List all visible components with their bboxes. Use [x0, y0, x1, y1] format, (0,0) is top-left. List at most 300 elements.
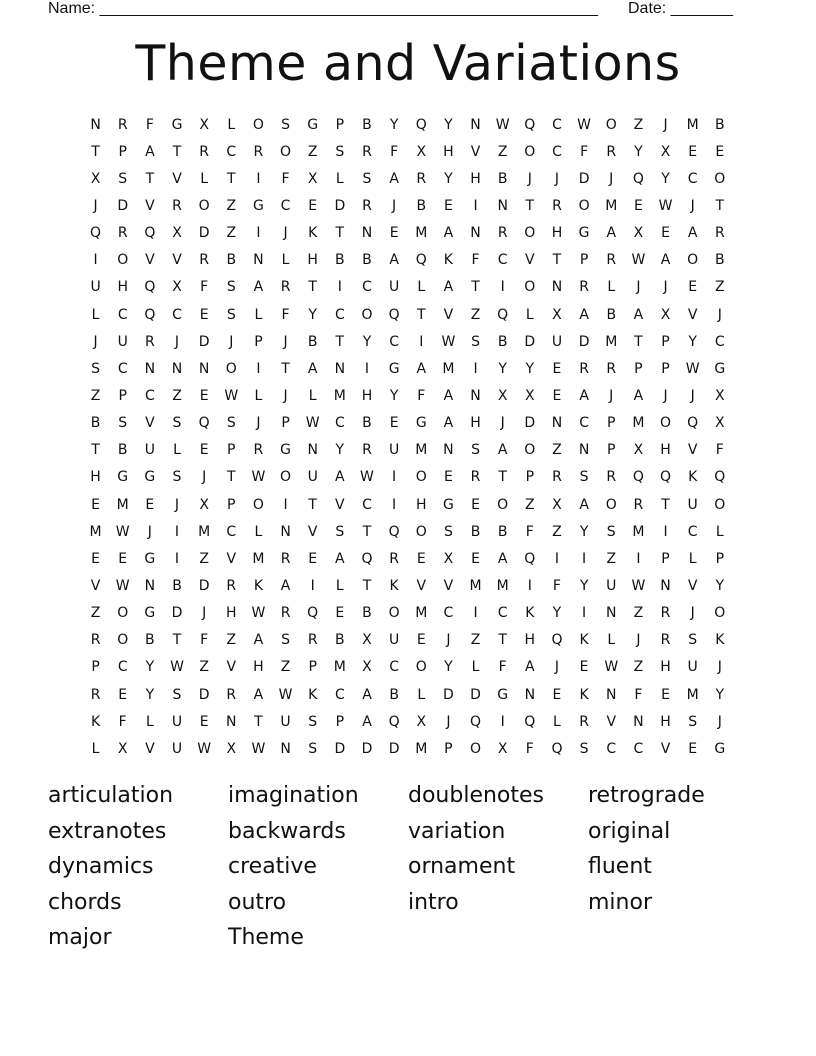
grid-letter: C [552, 116, 562, 133]
grid-letter: Y [308, 306, 317, 323]
grid-letter: J [609, 170, 614, 187]
grid-letter: J [174, 496, 180, 513]
grid-letter: B [90, 415, 101, 432]
grid-row [82, 165, 734, 192]
grid-letter: E [199, 442, 209, 459]
grid-letter: G [144, 550, 156, 567]
grid-letter: Q [388, 306, 400, 323]
word-bank-item: major [48, 925, 112, 950]
grid-letter: O [252, 496, 264, 513]
grid-letter: L [200, 170, 209, 187]
grid-letter: J [202, 469, 207, 486]
grid-letter: Y [579, 523, 589, 540]
grid-letter: B [226, 252, 237, 269]
grid-letter: E [308, 197, 318, 214]
grid-letter: L [417, 279, 426, 296]
grid-letter: K [389, 577, 399, 594]
grid-letter: Y [335, 442, 345, 459]
grid-letter: P [634, 360, 643, 377]
grid-letter: A [389, 170, 399, 187]
grid-letter: N [198, 360, 210, 377]
grid-letter: G [415, 415, 427, 432]
grid-letter: O [117, 252, 129, 269]
grid-letter: X [633, 442, 644, 459]
grid-letter: X [90, 170, 101, 187]
grid-letter: Q [90, 225, 102, 242]
grid-letter: J [147, 523, 152, 540]
grid-letter: H [307, 252, 318, 269]
grid-letter: Z [715, 279, 725, 296]
grid-letter: R [606, 469, 617, 486]
grid-letter: K [688, 469, 698, 486]
grid-letter: R [552, 197, 562, 214]
grid-letter: N [361, 225, 373, 242]
grid-letter: T [226, 170, 236, 187]
grid-letter: Y [579, 577, 589, 594]
grid-letter: O [578, 197, 590, 214]
grid-letter: C [362, 279, 372, 296]
grid-letter: J [609, 387, 614, 404]
grid-letter: S [335, 143, 345, 160]
grid-letter: C [606, 740, 617, 757]
grid-letter: V [687, 306, 698, 323]
grid-row [82, 518, 734, 545]
grid-letter: S [91, 360, 101, 377]
grid-letter: O [225, 360, 237, 377]
grid-letter: C [117, 306, 128, 323]
grid-letter: T [471, 279, 480, 296]
grid-letter: I [93, 252, 98, 269]
grid-letter: T [416, 306, 426, 323]
grid-letter: O [605, 116, 617, 133]
grid-letter: H [470, 415, 481, 432]
grid-row [82, 274, 734, 301]
grid-letter: Z [90, 387, 101, 404]
grid-letter: A [362, 686, 372, 703]
grid-letter: I [364, 360, 370, 377]
grid-letter: L [173, 442, 181, 459]
grid-letter: Z [633, 116, 644, 133]
grid-letter: X [660, 143, 671, 160]
grid-letter: L [308, 387, 317, 404]
grid-letter: N [606, 605, 617, 622]
grid-letter: U [171, 713, 183, 730]
grid-letter: D [388, 740, 400, 757]
grid-letter: U [90, 279, 101, 296]
grid-letter: K [253, 577, 263, 594]
grid-letter: V [687, 442, 698, 459]
grid-letter: Q [361, 550, 373, 567]
grid-letter: I [473, 360, 478, 377]
grid-letter: G [442, 496, 454, 513]
grid-letter: Z [226, 197, 237, 214]
grid-letter: H [443, 143, 454, 160]
grid-letter: P [661, 550, 670, 567]
grid-letter: F [525, 523, 534, 540]
grid-letter: S [579, 469, 589, 486]
grid-letter: C [362, 496, 372, 513]
grid-row [82, 545, 734, 572]
grid-letter: N [171, 360, 183, 377]
grid-letter: X [226, 740, 237, 757]
grid-letter: E [579, 659, 589, 676]
grid-letter: I [582, 550, 587, 567]
word-bank-item: chords [48, 889, 122, 915]
grid-letter: D [578, 170, 590, 187]
grid-letter: W [360, 469, 374, 486]
grid-letter: L [607, 279, 616, 296]
grid-letter: M [415, 442, 428, 459]
grid-letter: J [229, 333, 234, 350]
grid-letter: Q [144, 306, 156, 323]
grid-letter: Q [388, 713, 400, 730]
grid-letter: D [198, 577, 210, 594]
grid-letter: A [497, 442, 508, 459]
grid-letter: C [552, 143, 562, 160]
grid-letter: N [578, 442, 590, 459]
grid-letter: I [636, 550, 641, 567]
grid-letter: M [686, 686, 699, 703]
grid-letter: S [308, 713, 318, 730]
grid-letter: Y [389, 116, 399, 133]
grid-letter: B [307, 333, 318, 350]
grid-letter: W [305, 415, 320, 432]
grid-letter: R [606, 360, 617, 377]
grid-letter: U [117, 333, 128, 350]
grid-letter: C [389, 333, 399, 350]
grid-letter: E [443, 197, 453, 214]
grid-letter: N [90, 116, 101, 133]
grid-letter: S [688, 713, 698, 730]
grid-letter: W [224, 387, 239, 404]
grid-letter: M [605, 197, 618, 214]
grid-letter: R [606, 143, 617, 160]
grid-letter: B [715, 116, 725, 133]
grid-letter: E [389, 225, 399, 242]
grid-letter: J [663, 279, 668, 296]
grid-letter: D [443, 686, 454, 703]
grid-letter: Q [415, 116, 427, 133]
grid-letter: P [308, 659, 317, 676]
grid-letter: E [199, 713, 209, 730]
grid-letter: Q [470, 713, 482, 730]
grid-letter: E [389, 415, 399, 432]
grid-letter: Q [524, 713, 536, 730]
grid-letter: W [115, 523, 130, 540]
grid-letter: U [388, 279, 400, 296]
grid-letter: L [525, 306, 534, 323]
grid-letter: T [172, 632, 182, 649]
grid-letter: K [525, 605, 535, 622]
grid-letter: O [361, 306, 373, 323]
grid-letter: F [580, 143, 589, 160]
name-field-label: Name: ________________________________________________________ [48, 0, 598, 17]
grid-letter: R [253, 143, 264, 160]
grid-letter: I [174, 550, 180, 567]
grid-letter: E [661, 225, 670, 242]
grid-letter: O [280, 143, 292, 160]
grid-letter: W [631, 577, 646, 594]
grid-letter: Z [199, 659, 209, 676]
grid-letter: M [632, 415, 645, 432]
grid-letter: S [281, 632, 290, 649]
grid-letter: T [335, 333, 345, 350]
grid-letter: V [606, 713, 617, 730]
grid-letter: E [688, 279, 698, 296]
grid-letter: R [497, 225, 508, 242]
grid-letter: A [687, 225, 698, 242]
grid-letter: B [335, 252, 345, 269]
grid-letter: Q [144, 225, 156, 242]
grid-letter: M [252, 550, 265, 567]
grid-letter: V [660, 740, 671, 757]
grid-letter: Y [715, 686, 725, 703]
grid-letter: C [443, 605, 454, 622]
grid-letter: K [443, 252, 453, 269]
grid-letter: G [144, 605, 156, 622]
grid-letter: K [579, 632, 589, 649]
grid-letter: B [497, 170, 508, 187]
grid-letter: E [552, 387, 562, 404]
grid-letter: N [443, 442, 454, 459]
grid-letter: S [579, 740, 589, 757]
grid-letter: A [443, 415, 454, 432]
grid-letter: T [525, 197, 535, 214]
word-search-grid [82, 111, 734, 762]
grid-letter: A [579, 496, 589, 513]
grid-letter: L [281, 252, 290, 269]
grid-letter: Q [198, 415, 210, 432]
grid-letter: O [687, 252, 699, 269]
grid-letter: L [91, 740, 100, 757]
grid-letter: V [443, 306, 454, 323]
grid-letter: X [497, 387, 508, 404]
grid-letter: S [226, 306, 236, 323]
grid-letter: O [415, 659, 427, 676]
grid-letter: L [254, 523, 263, 540]
grid-letter: P [91, 659, 100, 676]
grid-letter: V [145, 252, 155, 269]
grid-letter: Q [660, 469, 672, 486]
grid-letter: J [392, 197, 397, 214]
grid-letter: G [497, 686, 509, 703]
grid-letter: J [93, 197, 98, 214]
grid-row [82, 491, 734, 518]
grid-letter: U [144, 442, 155, 459]
grid-letter: S [471, 333, 480, 350]
grid-letter: J [717, 306, 722, 323]
grid-letter: O [388, 605, 400, 622]
grid-letter: W [197, 740, 212, 757]
grid-letter: C [334, 686, 345, 703]
grid-letter: B [715, 252, 725, 269]
grid-letter: Q [388, 523, 400, 540]
grid-letter: G [117, 469, 129, 486]
grid-letter: A [443, 279, 454, 296]
grid-letter: K [579, 686, 589, 703]
grid-letter: J [446, 713, 451, 730]
grid-letter: N [144, 577, 156, 594]
grid-letter: X [443, 550, 454, 567]
grid-letter: P [715, 550, 725, 567]
grid-letter: T [552, 252, 562, 269]
grid-letter: R [606, 252, 617, 269]
grid-letter: Q [524, 116, 536, 133]
grid-letter: R [660, 632, 671, 649]
grid-letter: E [443, 469, 453, 486]
grid-letter: A [416, 360, 427, 377]
grid-letter: R [90, 632, 101, 649]
grid-letter: W [251, 605, 266, 622]
grid-letter: R [714, 225, 725, 242]
grid-letter: N [307, 442, 318, 459]
grid-letter: T [91, 143, 100, 160]
grid-letter: N [280, 740, 291, 757]
grid-letter: X [172, 225, 182, 242]
grid-letter: B [145, 632, 155, 649]
grid-letter: J [690, 197, 695, 214]
grid-letter: T [226, 469, 236, 486]
grid-letter: A [525, 659, 535, 676]
grid-letter: J [283, 333, 288, 350]
word-bank-item: outro [228, 889, 287, 915]
grid-letter: P [335, 116, 345, 133]
grid-letter: W [685, 360, 700, 377]
word-bank-item: imagination [228, 783, 359, 808]
grid-letter: H [660, 713, 671, 730]
word-bank-item: creative [228, 854, 317, 879]
grid-letter: F [715, 442, 724, 459]
grid-letter: Z [552, 523, 562, 540]
grid-letter: M [469, 577, 482, 594]
grid-letter: O [252, 116, 264, 133]
grid-letter: Y [525, 360, 535, 377]
grid-letter: R [117, 225, 128, 242]
grid-letter: A [145, 143, 155, 160]
grid-letter: Y [552, 605, 562, 622]
grid-letter: D [361, 740, 373, 757]
grid-letter: C [714, 333, 725, 350]
grid-letter: O [117, 605, 129, 622]
grid-letter: T [634, 333, 643, 350]
grid-letter: L [471, 659, 480, 676]
grid-letter: H [117, 279, 128, 296]
grid-letter: Z [497, 143, 508, 160]
grid-letter: R [416, 170, 427, 187]
grid-letter: N [497, 197, 508, 214]
grid-letter: Q [714, 469, 726, 486]
grid-letter: M [89, 523, 102, 540]
grid-letter: L [227, 116, 236, 133]
grid-letter: F [281, 170, 290, 187]
grid-letter: R [117, 116, 128, 133]
grid-letter: O [415, 523, 427, 540]
grid-letter: U [687, 659, 698, 676]
grid-letter: I [392, 496, 397, 513]
grid-letter: V [172, 252, 182, 269]
grid-letter: Z [307, 143, 318, 160]
grid-letter: T [335, 225, 345, 242]
grid-letter: Q [687, 415, 699, 432]
grid-letter: I [392, 469, 397, 486]
grid-letter: R [199, 143, 209, 160]
grid-letter: J [93, 333, 98, 350]
grid-letter: X [362, 632, 372, 649]
grid-letter: X [416, 713, 427, 730]
grid-letter: D [117, 197, 129, 214]
grid-letter: X [525, 387, 535, 404]
grid-letter: N [470, 225, 481, 242]
grid-letter: F [498, 659, 507, 676]
grid-letter: T [498, 632, 507, 649]
grid-letter: S [172, 415, 182, 432]
grid-letter: T [362, 523, 372, 540]
word-bank-item: retrograde [588, 783, 705, 808]
word-bank-item: articulation [48, 783, 174, 808]
grid-letter: B [362, 605, 372, 622]
grid-letter: I [554, 550, 560, 567]
grid-letter: M [605, 333, 618, 350]
grid-letter: E [416, 550, 426, 567]
grid-letter: S [308, 740, 318, 757]
grid-letter: Q [524, 550, 536, 567]
grid-letter: L [715, 523, 724, 540]
grid-letter: J [717, 659, 722, 676]
grid-letter: J [636, 632, 641, 649]
grid-letter: S [471, 442, 480, 459]
grid-letter: B [389, 686, 399, 703]
grid-letter: I [283, 496, 288, 513]
grid-letter: V [226, 550, 237, 567]
grid-letter: R [389, 550, 399, 567]
grid-letter: M [415, 740, 428, 757]
grid-letter: R [280, 279, 291, 296]
grid-letter: B [117, 442, 128, 459]
grid-row [82, 708, 734, 735]
grid-letter: X [307, 170, 318, 187]
grid-row [82, 301, 734, 328]
grid-letter: R [90, 686, 101, 703]
grid-letter: L [688, 550, 697, 567]
grid-letter: W [631, 252, 646, 269]
grid-letter: F [634, 686, 643, 703]
grid-letter: A [253, 279, 264, 296]
grid-letter: N [226, 713, 237, 730]
grid-letter: J [446, 632, 451, 649]
grid-letter: O [714, 496, 726, 513]
grid-letter: M [198, 523, 211, 540]
grid-letter: N [524, 686, 536, 703]
page-title: Theme and Variations [135, 35, 681, 92]
grid-letter: T [498, 469, 507, 486]
grid-letter: V [172, 170, 182, 187]
grid-letter: Z [633, 605, 644, 622]
grid-letter: J [283, 225, 288, 242]
grid-letter: I [473, 197, 478, 214]
word-bank-item: intro [408, 889, 459, 915]
grid-letter: D [198, 225, 210, 242]
grid-letter: P [444, 740, 453, 757]
grid-letter: V [525, 252, 535, 269]
grid-letter: R [280, 605, 291, 622]
grid-letter: P [118, 143, 127, 160]
grid-letter: M [333, 387, 346, 404]
grid-letter: E [416, 632, 426, 649]
grid-letter: D [198, 686, 210, 703]
grid-letter: A [633, 387, 644, 404]
grid-letter: P [281, 415, 290, 432]
grid-letter: W [251, 469, 266, 486]
